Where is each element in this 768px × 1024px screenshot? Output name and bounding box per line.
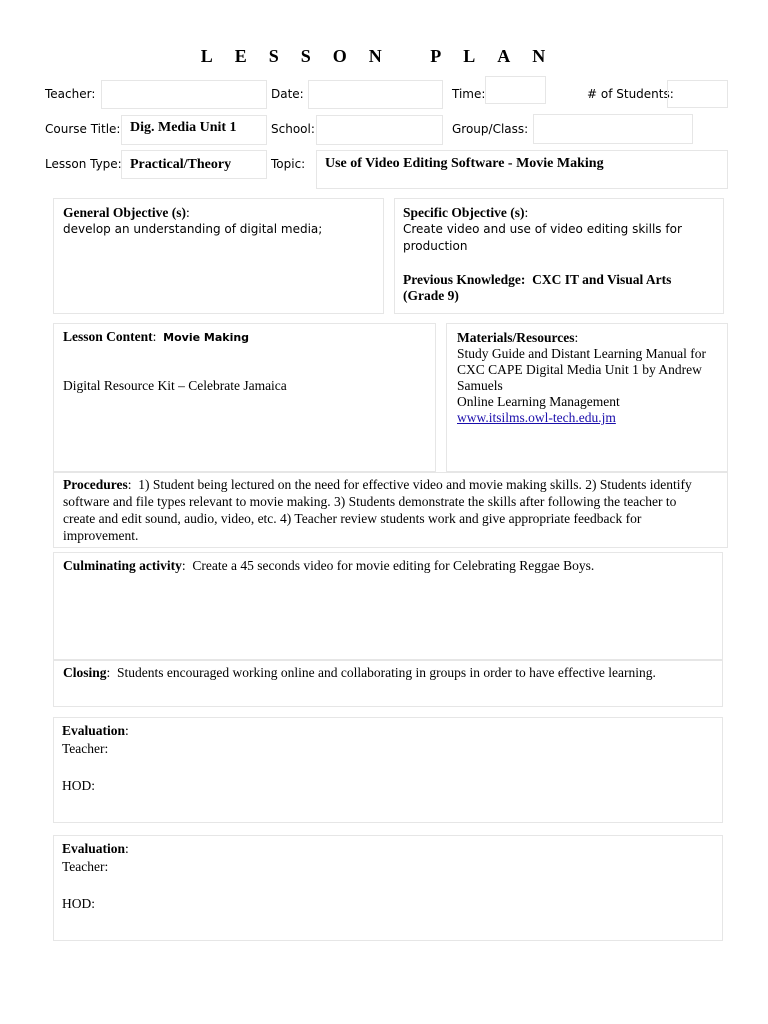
topic-value: Use of Video Editing Software - Movie Making (325, 156, 604, 171)
general-objective-heading: General Objective (s) (63, 205, 186, 220)
general-objective-section: General Objective (s): develop an understanding of digital media; (53, 198, 384, 314)
specific-objective-heading: Specific Objective (s) (403, 205, 525, 220)
evaluation-section-1: Evaluation: Teacher: HOD: (53, 717, 723, 823)
evaluation-teacher-1: Teacher: (62, 741, 109, 756)
page-title: LESSON PLAN (200, 46, 568, 66)
lesson-type-label: Lesson Type: (45, 157, 122, 171)
culminating-activity-section: Culminating activity: Create a 45 seconds video for movie editing for Celebrating Reggae Boys. (53, 552, 723, 660)
previous-knowledge-value: CXC IT and Visual Arts (532, 272, 672, 287)
procedures-line-3: create and edit sound, audio, video, etc. 4) Teacher review students work and give appropriate feedback for (63, 511, 642, 526)
specific-objective-text-2: production (403, 239, 468, 253)
closing-section: Closing: Students encouraged working online and collaborating in groups in order to have effective learning. (53, 660, 723, 707)
lesson-type-field[interactable] (121, 150, 267, 179)
lesson-content-subtitle: Movie Making (163, 331, 250, 344)
time-field[interactable] (485, 76, 546, 104)
evaluation-heading-2: Evaluation (62, 841, 126, 856)
date-label: Date: (271, 87, 304, 101)
procedures-heading: Procedures (63, 477, 128, 492)
materials-line-1: Study Guide and Distant Learning Manual for (457, 346, 706, 361)
procedures-line-4: improvement. (63, 528, 139, 543)
specific-objective-text-1: Create video and use of video editing skills for (403, 222, 682, 236)
lesson-content-section: Lesson Content: Movie Making Digital Resource Kit – Celebrate Jamaica (53, 323, 436, 472)
evaluation-hod-2: HOD: (62, 896, 95, 911)
course-title-field[interactable] (121, 115, 267, 145)
time-label: Time: (452, 87, 486, 101)
evaluation-heading-1: Evaluation (62, 723, 126, 738)
materials-line-4: Online Learning Management (457, 394, 620, 409)
materials-line-3: Samuels (457, 378, 503, 393)
materials-line-2: CXC CAPE Digital Media Unit 1 by Andrew (457, 362, 702, 377)
course-title-label: Course Title: (45, 122, 121, 136)
group-class-label: Group/Class: (452, 122, 529, 136)
evaluation-section-2: Evaluation: Teacher: HOD: (53, 835, 723, 941)
closing-text: Students encouraged working online and collaborating in groups in order to have effective learning. (117, 665, 656, 680)
course-title-value: Dig. Media Unit 1 (130, 120, 237, 135)
date-field[interactable] (308, 80, 443, 109)
procedures-line-1: 1) Student being lectured on the need for effective video and movie making skills. 2) Students identify (138, 477, 692, 492)
school-field[interactable] (316, 115, 443, 145)
topic-label: Topic: (271, 157, 306, 171)
closing-heading: Closing (63, 665, 107, 680)
lms-link[interactable]: www.itsilms.owl-tech.edu.jm (457, 410, 616, 425)
previous-knowledge-value-2: (Grade 9) (403, 288, 459, 303)
culminating-activity-heading: Culminating activity (63, 558, 182, 573)
lesson-type-value: Practical/Theory (130, 157, 232, 172)
specific-objective-section: Specific Objective (s): Create video and use of video editing skills for production Previous Knowledge: CXC IT and Visual Arts (Grade 9) (394, 198, 724, 314)
teacher-field[interactable] (101, 80, 267, 109)
materials-section: Materials/Resources: Study Guide and Distant Learning Manual for CXC CAPE Digital Media Unit 1 by Andrew Samuels Online Learning Management www.itsilms.owl-tech.edu.jm (446, 323, 728, 472)
students-field[interactable] (667, 80, 728, 108)
procedures-section: Procedures: 1) Student being lectured on the need for effective video and movie making skills. 2) Students identify software and file types relevant to movie making. 3) Students demonstrate the skills after following the teacher to create and edit sound, audio, video, etc. 4) Teacher review students work and give appropriate feedback for improvement. (53, 472, 728, 548)
materials-heading: Materials/Resources (457, 330, 575, 345)
students-label: # of Students: (587, 87, 674, 101)
evaluation-hod-1: HOD: (62, 778, 95, 793)
school-label: School: (271, 122, 315, 136)
general-objective-text: develop an understanding of digital media; (63, 222, 323, 236)
group-class-field[interactable] (533, 114, 693, 144)
evaluation-teacher-2: Teacher: (62, 859, 109, 874)
lesson-content-heading: Lesson Content (63, 329, 153, 344)
previous-knowledge-label: Previous Knowledge: (403, 272, 526, 287)
lesson-content-text: Digital Resource Kit – Celebrate Jamaica (63, 378, 287, 393)
procedures-line-2: software and file types relevant to movie making. 3) Students demonstrate the skills after following the teacher to (63, 494, 677, 509)
culminating-activity-text: Create a 45 seconds video for movie editing for Celebrating Reggae Boys. (192, 558, 595, 573)
teacher-label: Teacher: (45, 87, 96, 101)
topic-field[interactable] (316, 150, 728, 189)
